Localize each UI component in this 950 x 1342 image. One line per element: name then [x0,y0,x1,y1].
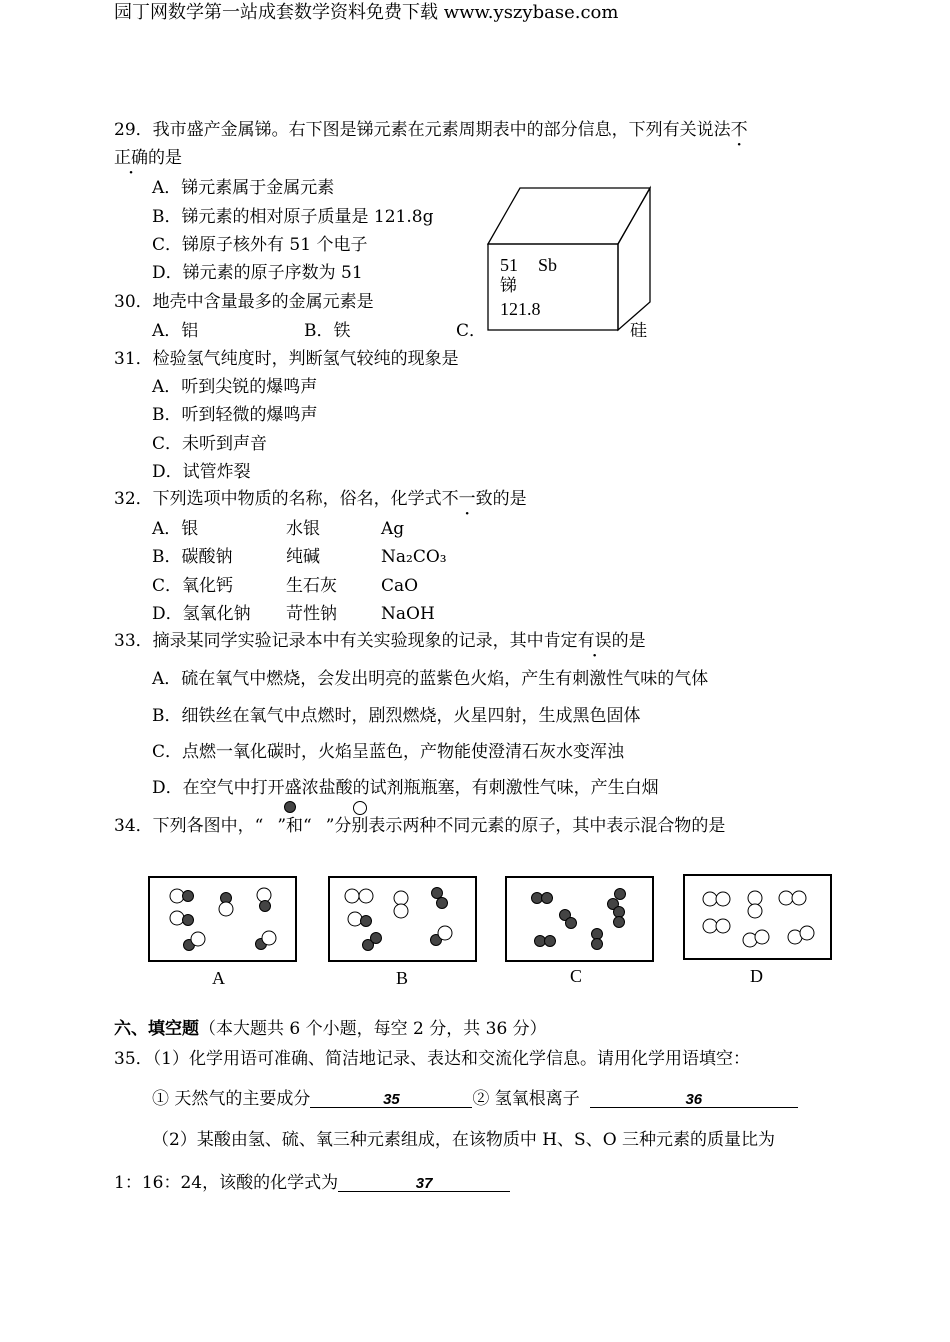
hollow-atom-legend-icon [352,800,368,816]
q32-row-a-option: A．银 [152,519,199,539]
blank-35[interactable]: 35 [310,1092,472,1108]
blank-36[interactable]: 36 [590,1092,798,1108]
diagram-b-label: B [396,968,409,988]
q30-option-a: A．铝 [152,321,199,341]
element-symbol: Sb [538,255,558,275]
q32-row-a-common: 水银 [286,519,320,539]
q30-option-c: C． [456,321,487,341]
q35-line2 [152,1091,798,1108]
q34-stem-text: 34．下列各图中，“ [114,816,264,836]
q32-row-c-common: 生石灰 [286,576,337,596]
q35-part2-label: ② 氢氧根离子 [472,1089,580,1109]
diagram-d [683,874,832,960]
q33-stem [114,633,646,650]
q32-row-c-formula: CaO [381,576,419,596]
q29-stem-line2 [114,150,182,167]
q34-stem [114,818,725,835]
q33-option-a: A．硫在氧气中燃烧，会发出明亮的蓝紫色火焰，产生有刺激性气味的气体 [152,669,709,689]
page-header: 园丁网数学第一站成套数学资料免费下载 www.yszybase.com [114,2,619,23]
diagram-c [505,876,654,962]
q29-emphasis-2: 正确 [114,148,148,168]
element-mass: 121.8 [500,299,541,319]
q32-row-d-common: 苛性钠 [286,604,337,624]
q35-line3: （2）某酸由氢、硫、氧三种元素组成，在该物质中 H、S、O 三种元素的质量比为 [152,1130,776,1150]
q29-stem-end: 的是 [148,148,182,168]
q29-stem-text: 29．我市盛产金属锑。右下图是锑元素在元素周期表中的部分信息，下列有关说法 [114,120,731,140]
q31-option-c: C．未听到声音 [152,434,268,454]
q32-emphasis: 不一致 [441,489,493,509]
q35-line4-text: 1：16：24，该酸的化学式为 [114,1173,339,1193]
q35-line4 [114,1175,510,1192]
q30-option-d-tail: 硅 [630,321,647,341]
diagram-d-label: D [750,966,763,986]
q33-option-d: D．在空气中打开盛浓盐酸的试剂瓶瓶塞，有刺激性气味，产生白烟 [152,778,659,798]
diagram-b [328,876,477,962]
q32-stem-text: 32．下列选项中物质的名称，俗名，化学式 [114,489,442,509]
q32-row-d-formula: NaOH [381,604,435,624]
q30-stem: 30．地壳中含量最多的金属元素是 [114,292,374,312]
q29-option-d: D．锑元素的原子序数为 51 [152,263,363,283]
q32-stem [114,491,527,508]
q31-option-b: B．听到轻微的爆鸣声 [152,405,318,425]
q29-option-b: B．锑元素的相对原子质量是 121.8g [152,207,434,227]
q32-row-c-option: C．氧化钙 [152,576,234,596]
q34-stem-end: ”分别表示两种不同元素的原子，其中表示混合物的是 [325,816,726,836]
q29-option-a: A．锑元素属于金属元素 [152,178,335,198]
section-6-title: 六、填空题 [114,1019,199,1039]
q33-stem-end: 的是 [611,631,646,651]
q32-row-a-formula: Ag [381,519,405,539]
q32-row-b-common: 纯碱 [286,547,320,567]
q32-row-b-formula: Na₂CO₃ [381,547,447,567]
section-6-note: （本大题共 6 个小题，每空 2 分，共 36 分） [199,1019,547,1039]
element-number: 51 [500,255,518,275]
q31-option-d: D．试管炸裂 [152,462,251,482]
element-name: 锑 [500,276,517,296]
q35-part1-label: ① 天然气的主要成分 [152,1089,311,1109]
section-6-heading [114,1021,547,1038]
diagram-a [148,876,297,962]
q33-option-b: B．细铁丝在氧气中点燃时，剧烈燃烧，火星四射，生成黑色固体 [152,706,641,726]
q29-emphasis-1: 不 [730,120,748,140]
q32-stem-end: 的是 [492,489,527,509]
q31-option-a: A．听到尖锐的爆鸣声 [152,377,318,397]
q32-row-b-option: B．碳酸钠 [152,547,233,567]
blank-37[interactable]: 37 [338,1176,510,1192]
q33-emphasis: 有误 [577,631,612,651]
q35-line1: 35．（1）化学用语可准确、简洁地记录、表达和交流化学信息。请用化学用语填空： [114,1049,750,1069]
filled-atom-legend-icon [283,800,297,814]
q33-stem-text: 33．摘录某同学实验记录本中有关实验现象的记录，其中肯定 [114,631,578,651]
diagram-c-label: C [570,966,583,986]
diagram-a-label: A [212,968,225,988]
q29-option-c: C．锑原子核外有 51 个电子 [152,235,368,255]
q31-stem: 31．检验氢气纯度时，判断氢气较纯的现象是 [114,349,459,369]
q33-option-c: C．点燃一氧化碳时，火焰呈蓝色，产物能使澄清石灰水变浑浊 [152,742,625,762]
q30-option-b: B．铁 [304,321,351,341]
q29-stem [114,122,748,139]
q32-row-d-option: D．氢氧化钠 [152,604,251,624]
q34-stem-mid: ”和“ [277,816,312,836]
